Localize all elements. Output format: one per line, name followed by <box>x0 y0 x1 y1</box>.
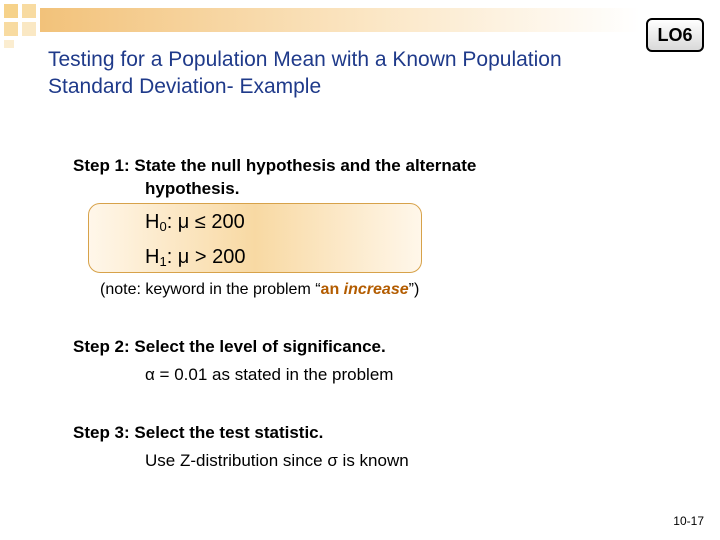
step1-title: Step 1: State the null hypothesis and the alternate <box>73 156 477 175</box>
header-band <box>40 8 640 32</box>
slide-title <box>48 46 648 100</box>
keyword-increase: increase <box>343 281 409 298</box>
hypothesis-box <box>88 203 422 273</box>
page-number: 10-17 <box>673 514 704 528</box>
step2-detail: α = 0.01 as stated in the problem <box>145 365 394 384</box>
alternate-hypothesis: $H_1$: μ > 200 <box>145 246 246 269</box>
title-line-2: Standard Deviation- Example <box>48 75 322 98</box>
keyword-an: an <box>320 281 340 298</box>
step2-title: Step 2: Select the level of significance. <box>73 337 386 356</box>
step1-title-cont: hypothesis. <box>145 179 240 198</box>
step3-title: Step 3: Select the test statistic. <box>73 423 324 442</box>
keyword-note: (note: keyword in the problem “an increase”) <box>100 281 420 298</box>
step3-detail: Use Z-distribution since σ is known <box>145 451 409 470</box>
title-line-1: Testing for a Population Mean with a Known Population <box>48 48 562 71</box>
learning-objective-badge: LO6 <box>646 18 704 52</box>
null-hypothesis: $H_0$: μ ≤ 200 <box>145 211 245 234</box>
